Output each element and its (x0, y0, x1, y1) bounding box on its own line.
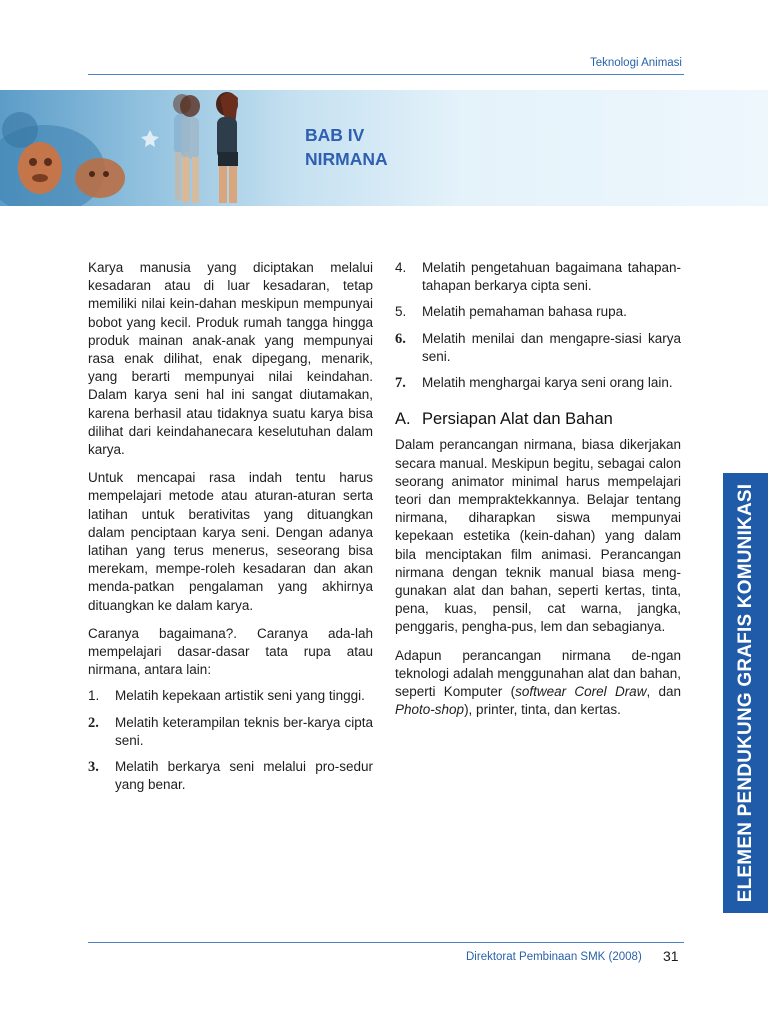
list-text: Melatih pengetahuan bagaimana tahapan-tahapan berkarya cipta seni. (422, 260, 681, 294)
paragraph-text: ), printer, tinta, dan kertas. (464, 702, 621, 718)
list-number: 2. (88, 714, 99, 731)
software-name: softwear Corel Draw (515, 684, 647, 700)
header-rule (88, 74, 684, 75)
left-column (88, 259, 373, 802)
paragraph: Untuk mencapai rasa indah tentu harus mempelajari metode atau aturan-aturan serta latihan untuk berativitas yang dituangkan dalam penciptaan karya seni. Dengan adanya latihan yang terus menerus, seseorang bisa merekam, mempe-roleh kesadaran dan akan menda-patkan pengalaman yang akhirnya dituangkan ke dalam karya. (88, 470, 373, 613)
list-item (88, 687, 373, 705)
list-text: Melatih berkarya seni melalui pro-sedur yang benar. (115, 759, 373, 793)
footer-rule (88, 942, 684, 943)
list-number: 4. (395, 260, 407, 275)
list-number: 7. (395, 375, 406, 392)
paragraph-text: Adapun perancangan nirmana de-ngan teknologi adalah menggunahan alat dan bahan, seperti Komputer ( (395, 647, 681, 700)
running-header: Teknologi Animasi (589, 57, 682, 69)
section-heading (395, 410, 681, 428)
paragraph-text: , dan (646, 684, 682, 700)
paragraph (395, 647, 681, 720)
list-number: 3. (88, 759, 99, 776)
list-item (88, 758, 373, 794)
list-number: 6. (395, 330, 406, 347)
section-letter: A. (395, 410, 411, 429)
side-tab (723, 473, 768, 913)
list-text: Melatih menghargai karya seni orang lain. (422, 375, 673, 391)
footer-publisher: Direktorat Pembinaan SMK (2008) (466, 951, 642, 963)
paragraph: Caranya bagaimana?. Caranya ada-lah mempelajari dasar-dasar tata rupa atau nirmana, antara lain: (88, 625, 373, 678)
list-text: Melatih keterampilan teknis ber-karya cipta seni. (115, 714, 373, 748)
chapter-title: NIRMANA (305, 149, 388, 169)
list-number: 5. (395, 304, 407, 320)
list-item (395, 374, 681, 392)
paragraph: Dalam perancangan nirmana, biasa dikerjakan secara manual. Meskipun begitu, sebagai calon seorang animator minimal harus mempelajari teori dan mempraktekkannya. Belajar tentang nirmana, diharapkan siswa mempunyai kepekaan estetika (kein-dahan) yang dalam bila menciptakan film animasi. Perancangan nirmana dengan teknik manual biasa meng-gunakan alat dan bahan, seperti kertas, tinta, pena, kuas, pensil, cat warna, jangka, penggaris, pengha-pus, lem dan sebagianya. (395, 437, 681, 635)
software-name: Photo-shop (395, 702, 465, 718)
list-number: 1. (88, 688, 100, 704)
section-title: Persiapan Alat dan Bahan (422, 410, 613, 429)
list-item (88, 714, 373, 750)
page-number: 31 (663, 948, 679, 964)
right-column (395, 259, 681, 729)
side-tab-label: ELEMEN PENDUKUNG GRAFIS KOMUNIKASI (734, 483, 756, 903)
chapter-number: BAB IV (305, 125, 365, 145)
paragraph: Karya manusia yang diciptakan melalui kesadaran atau di luar kesadaran, tetap memiliki nilai kein-dahan meskipun mempunyai bobot yang kecil. Produk rumah tangga hingga produk mainan anak-anak yang mempunyai rasa enak dilihat, enak dipegang, menarik, yang berarti mempunyai nilai keindahan. Dalam karya seni hal ini sangat diutamakan, karena berhasil atau tidaknya suatu karya bisa dilihat dari keindahanecara keselutuhan dalam karya. (88, 260, 373, 458)
list-text: Melatih menilai dan mengapre-siasi karya seni. (422, 330, 681, 364)
list-text: Melatih pemahaman bahasa rupa. (422, 304, 627, 320)
list-item (395, 303, 681, 321)
list-item (395, 259, 681, 295)
list-text: Melatih kepekaan artistik seni yang tinggi. (115, 688, 365, 704)
list-item (395, 330, 681, 366)
chapter-heading (305, 123, 388, 171)
